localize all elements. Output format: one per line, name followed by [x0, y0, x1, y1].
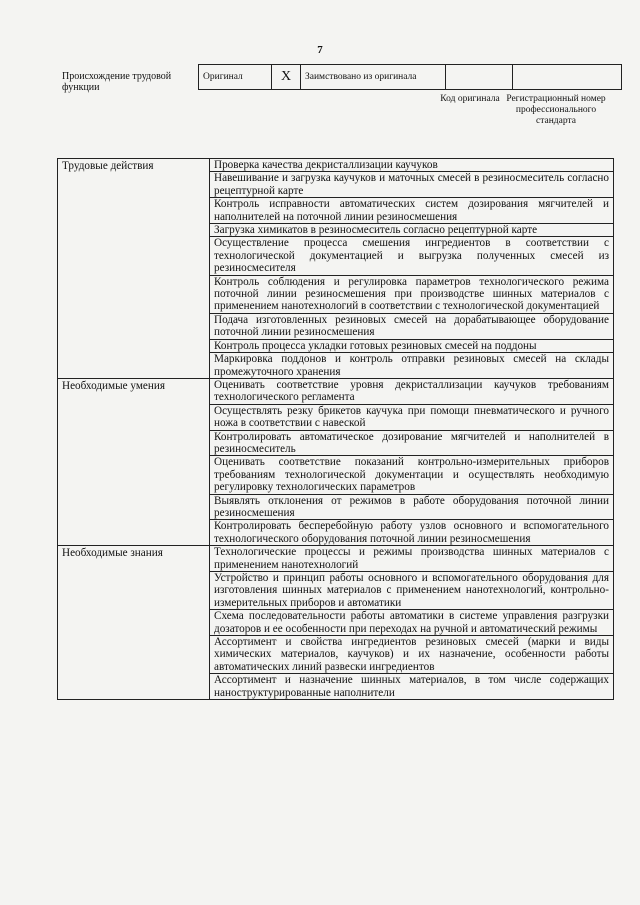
- section-item: Контроль исправности автоматических систем дозирования мягчителей и наполнителей на поточной линии резиносмешения: [210, 198, 614, 224]
- section-item: Выявлять отклонения от режимов в работе оборудования поточной линии резиносмешения: [210, 494, 614, 520]
- code-label: Код оригинала: [440, 94, 500, 104]
- section-item: Оценивать соответствие уровня декристаллизации каучуков требованиям технологического регламента: [210, 378, 614, 404]
- section-item: Технологические процессы и режимы производства шинных материалов с применением нанотехнологий: [210, 546, 614, 572]
- section-item: Проверка качества декристаллизации каучуков: [210, 159, 614, 172]
- section-item: Контроль процесса укладки готовых резиновых смесей на поддоны: [210, 339, 614, 352]
- section-item: Загрузка химикатов в резиносмеситель согласно рецептурной карте: [210, 224, 614, 237]
- section-item: Ассортимент и назначение шинных материалов, в том числе содержащих наноструктурированные наполнители: [210, 674, 614, 700]
- section-title: Необходимые знания: [58, 546, 210, 700]
- section-item: Контролировать бесперебойную работу узлов основного и вспомогательного технологического оборудования поточной линии резиносмешения: [210, 520, 614, 546]
- reg-number-cell: [513, 65, 622, 90]
- section-item: Контроль соблюдения и регулировка параметров технологического режима поточной линии резиносмешения при производстве шинных материалов с применением нанотехнологий в соответствии с технологической документацией: [210, 275, 614, 313]
- section-title: Трудовые действия: [58, 159, 210, 379]
- origin-table: [198, 64, 622, 90]
- table-row: [58, 159, 614, 172]
- section-item: Контролировать автоматическое дозирование мягчителей и наполнителей в резиносмеситель: [210, 430, 614, 456]
- borrowed-label: Заимствовано из оригинала: [305, 72, 417, 82]
- reg-number-label: Регистрационный номер профессионального стандарта: [506, 94, 606, 126]
- borrowed-cell: [301, 65, 446, 90]
- section-item: Схема последовательности работы автоматики в системе управления разгрузки дозаторов и ее особенности при переходах на ручной и автоматический режимы: [210, 610, 614, 636]
- section-item: Навешивание и загрузка каучуков и маточных смесей в резиносмеситель согласно рецептурной карте: [210, 172, 614, 198]
- functions-table: [57, 158, 614, 700]
- section-item: Оценивать соответствие показаний контрольно-измерительных приборов требованиям технологической документации и осуществлять необходимую регулировку технологических параметров: [210, 456, 614, 494]
- section-item: Маркировка поддонов и контроль отправки резиновых смесей на склады промежуточного хранения: [210, 353, 614, 379]
- original-mark: X: [280, 69, 292, 84]
- table-row: [58, 378, 614, 404]
- section-title: Необходимые умения: [58, 378, 210, 545]
- section-item: Подача изготовленных резиновых смесей на дорабатывающее оборудование поточной линии резиносмешения: [210, 313, 614, 339]
- code-cell: [446, 65, 513, 90]
- origin-label: Происхождение трудовой функции: [62, 71, 172, 93]
- table-row: [58, 546, 614, 572]
- page-number: 7: [317, 44, 323, 56]
- section-item: Осуществление процесса смешения ингредиентов в соответствии с технологической документацией и выгрузка полученных смесей из резиносмесителя: [210, 237, 614, 275]
- mark-cell: [272, 65, 301, 90]
- section-item: Ассортимент и свойства ингредиентов резиновых смесей (марки и виды химических материалов, каучуков) и их назначение, особенности работы автоматических линий развески ингредиентов: [210, 636, 614, 674]
- original-cell: [199, 65, 272, 90]
- original-label: Оригинал: [203, 72, 243, 82]
- section-item: Осуществлять резку брикетов каучука при помощи пневматического и ручного ножа в соответствии с навеской: [210, 404, 614, 430]
- section-item: Устройство и принцип работы основного и вспомогательного оборудования для изготовления шинных материалов с применением нанотехнологий, контрольно-измерительных приборов и автоматики: [210, 572, 614, 610]
